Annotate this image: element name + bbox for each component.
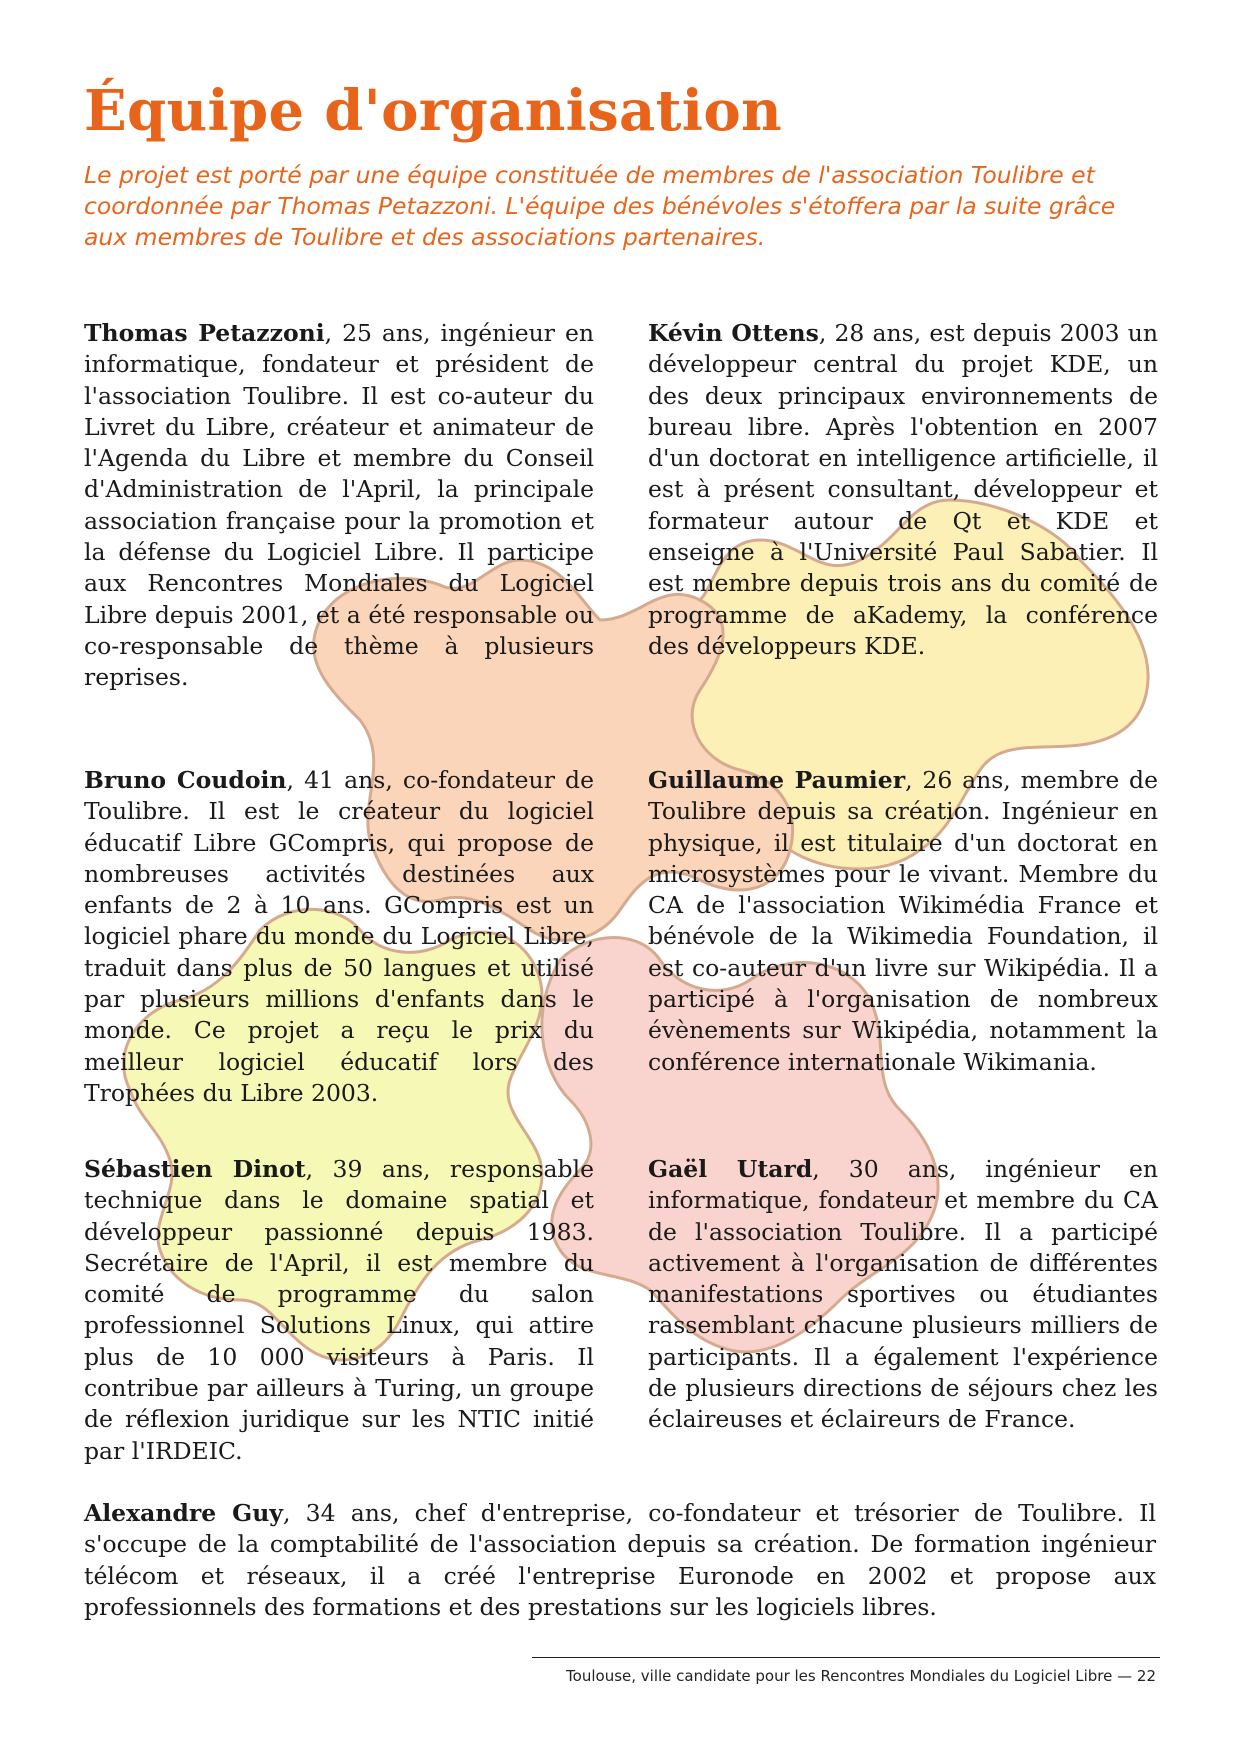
bio-thomas-petazzoni <box>84 318 594 694</box>
member-text: , 26 ans, membre de Toulibre depuis sa création. Ingénieur en physique, il est titulaire d'un doctorat en microsystèmes pour le vivant. Membre du CA de l'association Wikimédia France et bénévole de la Wikimedia Foundation, il est co-auteur d'un livre sur Wikipédia. Il a participé à l'organisation de nombreux évènements sur Wikipédia, notamment la conférence internationale Wikimania. <box>648 766 1158 1076</box>
bio-guillaume-paumier <box>648 765 1158 1078</box>
member-text: , 34 ans, chef d'entreprise, co-fondateur et trésorier de Toulibre. Il s'occupe de la comptabilité de l'association depuis sa création. De formation ingénieur télécom et réseaux, il a créé l'entreprise Euronode en 2002 et propose aux professionnels des formations et des prestations sur les logiciels libres. <box>84 1499 1156 1621</box>
member-text: , 30 ans, ingénieur en informatique, fondateur et membre du CA de l'association Toulibre. Il a participé activement à l'organisation de différentes manifestations sportives ou étudiantes rassemblant chacune plusieurs milliers de participants. Il a également l'expérience de plusieurs directions de séjours chez les éclaireuses et éclaireurs de France. <box>648 1155 1158 1434</box>
bio-alexandre-guy <box>84 1498 1156 1623</box>
footer-divider <box>532 1657 1160 1658</box>
member-name: Alexandre Guy <box>84 1499 283 1527</box>
bio-sebastien-dinot <box>84 1154 594 1467</box>
member-text: , 39 ans, responsable technique dans le domaine spatial et développeur passionné depuis 1983. Secrétaire de l'April, il est membre du comité de programme du salon professionnel Solutions Linux, qui attire plus de 10 000 visiteurs à Paris. Il contribue par ailleurs à Turing, un groupe de réflexion juridique sur les NTIC initié par l'IRDEIC. <box>84 1155 594 1465</box>
member-text: , 41 ans, co-fondateur de Toulibre. Il est le créateur du logiciel éducatif Libre GCompris, qui propose de nombreuses activités destinées aux enfants de 2 à 10 ans. GCompris est un logiciel phare du monde du Logiciel Libre, traduit dans plus de 50 langues et utilisé par plusieurs millions d'enfants dans le monde. Ce projet a reçu le prix du meilleur logiciel éducatif lors des Trophées du Libre 2003. <box>84 766 594 1107</box>
member-name: Gaël Utard <box>648 1155 813 1183</box>
bio-bruno-coudoin <box>84 765 594 1109</box>
member-name: Kévin Ottens <box>648 319 819 347</box>
page-title: Équipe d'organisation <box>84 78 783 144</box>
bio-gael-utard <box>648 1154 1158 1436</box>
intro-paragraph: Le projet est porté par une équipe constituée de membres de l'association Toulibre et coordonnée par Thomas Petazzoni. L'équipe des bénévoles s'étoffera par la suite grâce aux membres de Toulibre et des associations partenaires. <box>84 161 1116 251</box>
member-name: Sébastien Dinot <box>84 1155 306 1183</box>
page-footer: Toulouse, ville candidate pour les Rencontres Mondiales du Logiciel Libre — 22 <box>566 1667 1156 1685</box>
member-text: , 28 ans, est depuis 2003 un développeur central du projet KDE, un des deux principaux environnements de bureau libre. Après l'obtention en 2007 d'un doctorat en intelligence artificielle, il est à présent consultant, développeur et formateur autour de Qt et KDE et enseigne à l'Université Paul Sabatier. Il est membre depuis trois ans du comité de programme de aKademy, la conférence des développeurs KDE. <box>648 319 1158 660</box>
bio-kevin-ottens <box>648 318 1158 662</box>
member-name: Bruno Coudoin <box>84 766 287 794</box>
member-text: , 25 ans, ingénieur en informatique, fondateur et président de l'association Toulibre. Il est co-auteur du Livret du Libre, créateur et animateur de l'Agenda du Libre et membre du Conseil d'Administration de l'April, la principale association française pour la promotion et la défense du Logiciel Libre. Il participe aux Rencontres Mondiales du Logiciel Libre depuis 2001, et a été responsable ou co-responsable de thème à plusieurs reprises. <box>84 319 595 692</box>
member-name: Guillaume Paumier <box>648 766 906 794</box>
member-name: Thomas Petazzoni <box>84 319 325 347</box>
